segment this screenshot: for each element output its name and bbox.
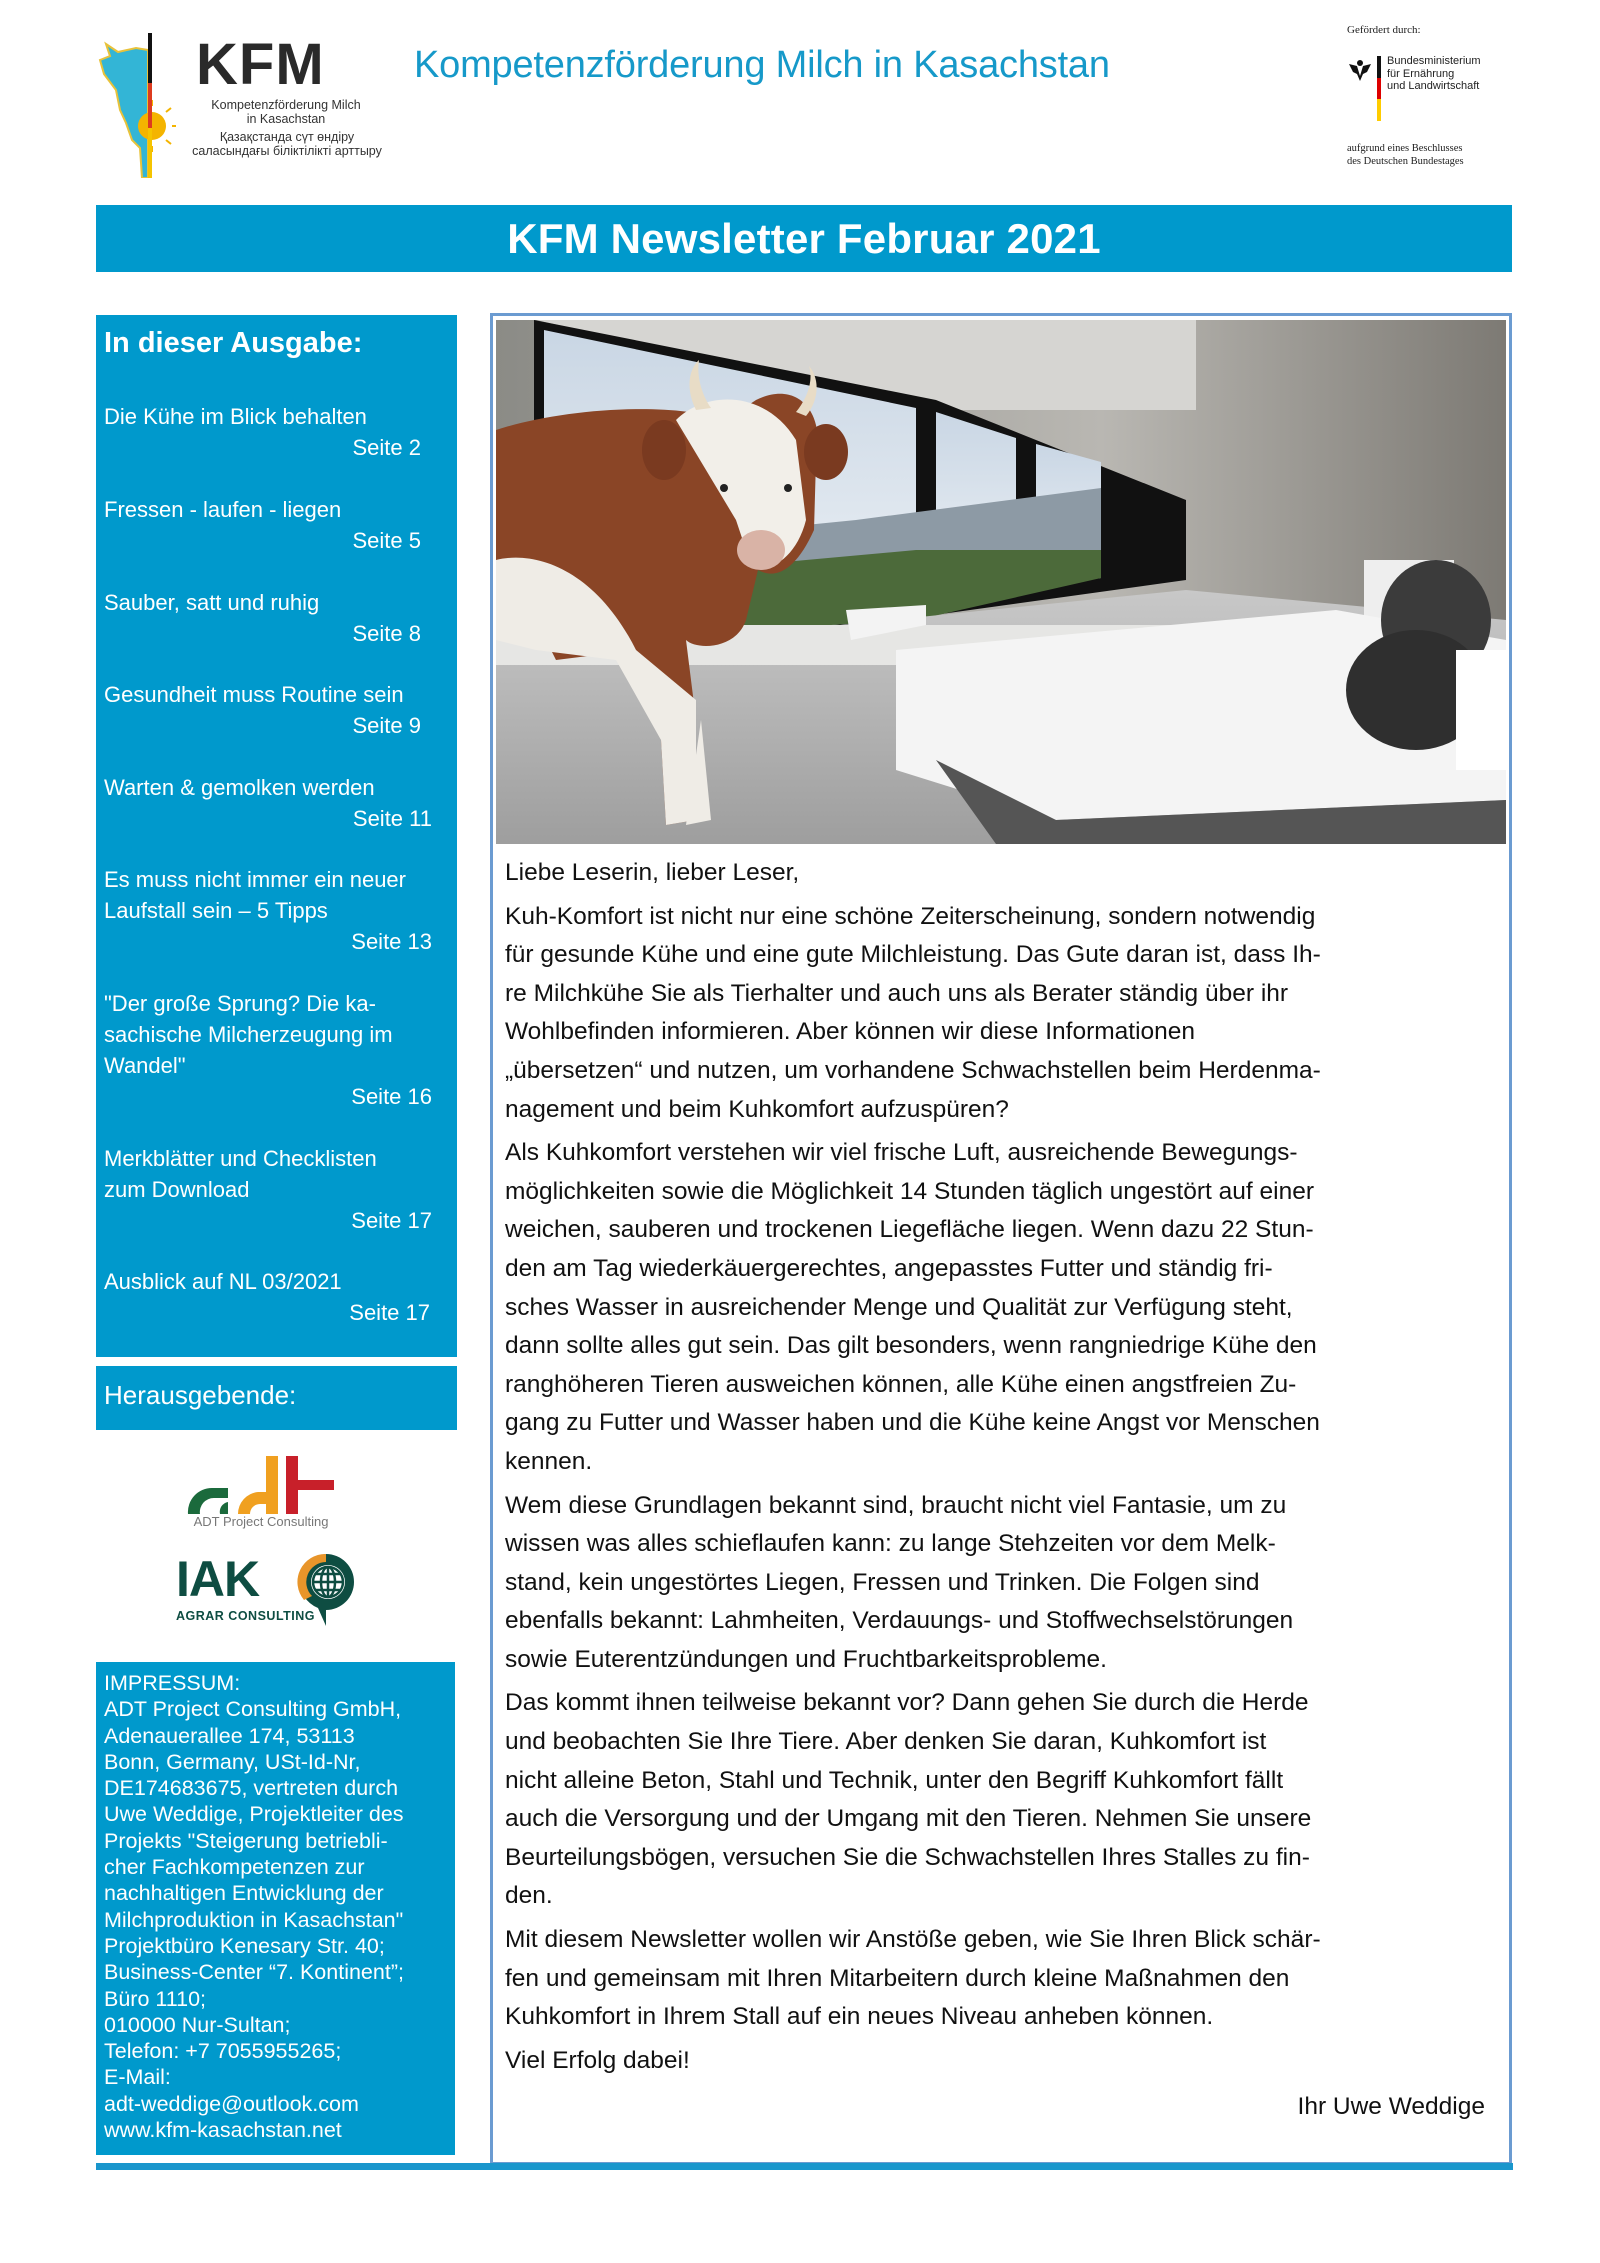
toc-item-title: Fressen - laufen - liegen: [104, 497, 342, 522]
toc-item-page: Seite 11: [352, 806, 432, 831]
paragraph-line: dann sollte alles gut sein. Das gilt besonders, wenn rangniedrige Kühe den: [505, 1332, 1317, 1360]
impressum-website[interactable]: www.kfm-kasachstan.net: [104, 2118, 342, 2143]
toc-item-page: Seite 8: [352, 621, 421, 646]
paragraph-line: wissen was alles schieflaufen kann: zu lange Stehzeiten vor dem Melk-: [505, 1530, 1276, 1558]
paragraph-line: den.: [505, 1882, 553, 1910]
logo-subtitle-de-line: Kompetenzförderung Milch: [211, 98, 361, 112]
toc-item-title: Sauber, satt und ruhig: [104, 590, 320, 615]
toc-item[interactable]: [104, 772, 444, 834]
impressum-line: Büro 1110;: [104, 1986, 206, 2011]
impressum-line: DE174683675, vertreten durch: [104, 1776, 399, 1801]
paragraph-line: Kuh-Komfort ist nicht nur eine schöne Zeiterscheinung, sondern notwendig: [505, 902, 1316, 930]
toc-item[interactable]: [104, 864, 444, 957]
table-of-contents: [96, 315, 457, 1357]
toc-item-page: Seite 5: [352, 528, 421, 553]
cow-in-bedroom-photo: [496, 320, 1506, 844]
impressum-line: Milchproduktion in Kasachstan": [104, 1907, 404, 1932]
paragraph-line: sowie Euterentzündungen und Fruchtbarkeitsprobleme.: [505, 1645, 1107, 1673]
toc-item-page: Seite 17: [351, 1208, 432, 1233]
funder-note: [1347, 142, 1464, 168]
iak-logo: [176, 1550, 356, 1630]
logo-subtitle-de-line: in Kasachstan: [246, 112, 326, 126]
ministry-line: für Ernährung: [1387, 67, 1455, 80]
paragraph-line: Wohlbefinden informieren. Aber können wir diese Informationen: [505, 1018, 1196, 1046]
paragraph-line: möglichkeiten sowie die Möglichkeit 14 Stunden täglich ungestört auf einer: [505, 1177, 1314, 1205]
editorial-box: [490, 313, 1512, 2165]
toc-item[interactable]: [104, 679, 444, 741]
impressum-line: Projektbüro Kenesary Str. 40;: [104, 1933, 385, 1958]
toc-item-title: Warten & gemolken werden: [104, 775, 375, 800]
header-title: Kompetenzförderung Milch in Kasachstan: [414, 44, 1110, 86]
impressum-line: Adenauerallee 174, 53113: [104, 1723, 355, 1748]
paragraph-line: kennen.: [505, 1447, 593, 1475]
toc-item-page: Seite 16: [351, 1084, 432, 1109]
funder-note-line: aufgrund eines Beschlusses: [1347, 143, 1463, 154]
paragraph-line: ranghöheren Tieren ausweichen können, alle Kühe einen angstfreien Zu-: [505, 1370, 1297, 1398]
publishers-header: [96, 1366, 457, 1430]
paragraph-line: den am Tag wiederkäuergerechtes, angepasstes Futter und ständig fri-: [505, 1254, 1273, 1282]
toc-item-title: Gesundheit muss Routine sein: [104, 682, 404, 707]
toc-item[interactable]: [104, 1266, 444, 1328]
adt-logo-caption: ADT Project Consulting: [193, 1514, 329, 1529]
paragraph-line: weichen, sauberen und trockenen Liegefläche liegen. Wenn dazu 22 Stun-: [505, 1216, 1314, 1244]
paragraph-line: Mit diesem Newsletter wollen wir Anstöße geben, wie Sie Ihren Blick schär-: [505, 1926, 1321, 1954]
paragraph-line: Das kommt ihnen teilweise bekannt vor? Dann gehen Sie durch die Herde: [505, 1689, 1309, 1717]
toc-item[interactable]: [104, 988, 444, 1112]
paragraph-line: nicht alleine Beton, Stahl und Technik, unter den Begriff Kuhkomfort fällt: [505, 1766, 1284, 1794]
toc-item-title: Wandel": [104, 1053, 186, 1078]
paragraph-line: auch die Versorgung und der Umgang mit den Tieren. Nehmen Sie unsere: [505, 1805, 1312, 1833]
editorial-text: [505, 854, 1495, 2132]
toc-item-title: Laufstall sein – 5 Tipps: [104, 898, 328, 923]
funder-note-line: des Deutschen Bundestages: [1347, 156, 1464, 167]
ministry-line: und Landwirtschaft: [1387, 80, 1480, 92]
newsletter-title: KFM Newsletter Februar 2021: [507, 215, 1101, 262]
paragraph-line: re Milchkühe Sie als Tierhalter und auch uns als Berater ständig über ihr: [505, 979, 1289, 1007]
paragraph-line: fen und gemeinsam mit Ihren Mitarbeitern durch kleine Maßnahmen den: [505, 1964, 1290, 1992]
paragraph-line: stand, kein ungestörtes Liegen, Fressen und Trinken. Die Folgen sind: [505, 1568, 1260, 1596]
paragraph: [505, 1684, 1495, 1916]
toc-item-title: zum Download: [104, 1177, 250, 1202]
toc-item-page: Seite 13: [351, 929, 432, 954]
toc-item[interactable]: [104, 401, 444, 463]
toc-item-title: Ausblick auf NL 03/2021: [104, 1269, 342, 1294]
toc-item-title: Es muss nicht immer ein neuer: [104, 867, 406, 892]
paragraph-line: Beurteilungsbögen, versuchen Sie die Schwachstellen Ihres Stalles zu fin-: [505, 1843, 1310, 1871]
paragraph: [505, 1921, 1495, 2037]
greeting: Liebe Leserin, lieber Leser,: [505, 859, 800, 886]
impressum-line: IMPRESSUM:: [104, 1671, 241, 1695]
toc-item-page: Seite 17: [349, 1300, 430, 1325]
paragraph-line: nagement und beim Kuhkomfort aufzuspüren?: [505, 1095, 1009, 1123]
paragraph-line: und beobachten Sie Ihre Tiere. Aber denken Sie daran, Kuhkomfort ist: [505, 1728, 1267, 1756]
paragraph-line: „übersetzen“ und nutzen, um vorhandene Schwachstellen beim Herdenma-: [505, 1056, 1321, 1084]
toc-item-title: "Der große Sprung? Die ka-: [104, 991, 376, 1016]
logo-subtitle-kz-line: саласындағы біліктілікті арттыру: [192, 144, 382, 158]
paragraph: [505, 1134, 1495, 1481]
paragraph-line: für gesunde Kühe und eine gute Milchleistung. Das Gute daran ist, dass Ih-: [505, 941, 1321, 969]
impressum-line: nachhaltigen Entwicklung der: [104, 1881, 384, 1906]
paragraph-line: sches Wasser in ausreichender Menge und Qualität zur Verfügung steht,: [505, 1293, 1293, 1321]
iak-logo-caption: AGRAR CONSULTING: [176, 1609, 316, 1623]
toc-item-page: Seite 9: [352, 713, 421, 738]
kfm-logo: [96, 28, 382, 178]
publishers-label: Herausgebende:: [104, 1380, 297, 1410]
impressum-line: Business-Center “7. Kontinent”;: [104, 1960, 404, 1985]
ministry-line: Bundesministerium: [1387, 55, 1481, 67]
paragraph-line: gang zu Futter und Wasser haben und die Kühe keine Angst vor Menschen: [505, 1409, 1320, 1437]
toc-item[interactable]: [104, 494, 444, 556]
impressum-line: Projekts "Steigerung betriebli-: [104, 1828, 388, 1853]
paragraph: [505, 1487, 1495, 1680]
federal-eagle-icon: [1347, 56, 1373, 82]
cow-head-sun-logo-icon: [96, 28, 176, 178]
impressum: [96, 1662, 455, 2155]
impressum-line: Uwe Weddige, Projektleiter des: [104, 1802, 404, 1827]
impressum-line: E-Mail:: [104, 2065, 171, 2090]
newsletter-banner: [96, 205, 1512, 272]
closing: Viel Erfolg dabei!: [505, 2046, 690, 2074]
toc-item-title: Merkblätter und Checklisten: [104, 1146, 377, 1171]
toc-heading: In dieser Ausgabe:: [104, 327, 363, 359]
paragraph-line: Wem diese Grundlagen bekannt sind, braucht nicht viel Fantasie, um zu: [505, 1491, 1287, 1519]
logo-subtitle-kz-line: Қазақстанда сүт өндіру: [219, 130, 355, 144]
paragraph-line: Kuhkomfort in Ihrem Stall auf ein neues Niveau anheben können.: [505, 2003, 1214, 2031]
impressum-line: Bonn, Germany, USt-Id-Nr,: [104, 1749, 361, 1774]
toc-item-title: sachische Milcherzeugung im: [104, 1022, 393, 1047]
impressum-email[interactable]: adt-weddige@outlook.com: [104, 2091, 359, 2116]
toc-item-title: Die Kühe im Blick behalten: [104, 404, 367, 429]
toc-item[interactable]: [104, 1143, 444, 1236]
toc-item-page: Seite 2: [352, 435, 421, 460]
logo-acronym: KFM: [196, 32, 325, 97]
iak-logo-text: IAK: [176, 1551, 260, 1607]
paragraph-line: Als Kuhkomfort verstehen wir viel frische Luft, ausreichende Bewegungs-: [505, 1139, 1298, 1167]
funder-label: Gefördert durch:: [1347, 24, 1421, 36]
bottom-rule: [96, 2163, 1513, 2170]
ministry-name: [1387, 55, 1481, 93]
impressum-line: 010000 Nur-Sultan;: [104, 2012, 291, 2037]
german-flag-bar: [1377, 56, 1381, 121]
impressum-line: Telefon: +7 7055955265;: [104, 2039, 342, 2064]
logo-subtitle-kz: [176, 130, 398, 158]
toc-item[interactable]: [104, 587, 444, 649]
impressum-line: ADT Project Consulting GmbH,: [104, 1697, 402, 1722]
signature: Ihr Uwe Weddige: [1297, 2093, 1485, 2121]
impressum-line: cher Fachkompetenzen zur: [104, 1855, 365, 1880]
paragraph: [505, 898, 1495, 1130]
logo-subtitle-de: [191, 98, 381, 126]
paragraph-line: ebenfalls bekannt: Lahmheiten, Verdauungs- und Stoffwechselstörungen: [505, 1607, 1294, 1635]
